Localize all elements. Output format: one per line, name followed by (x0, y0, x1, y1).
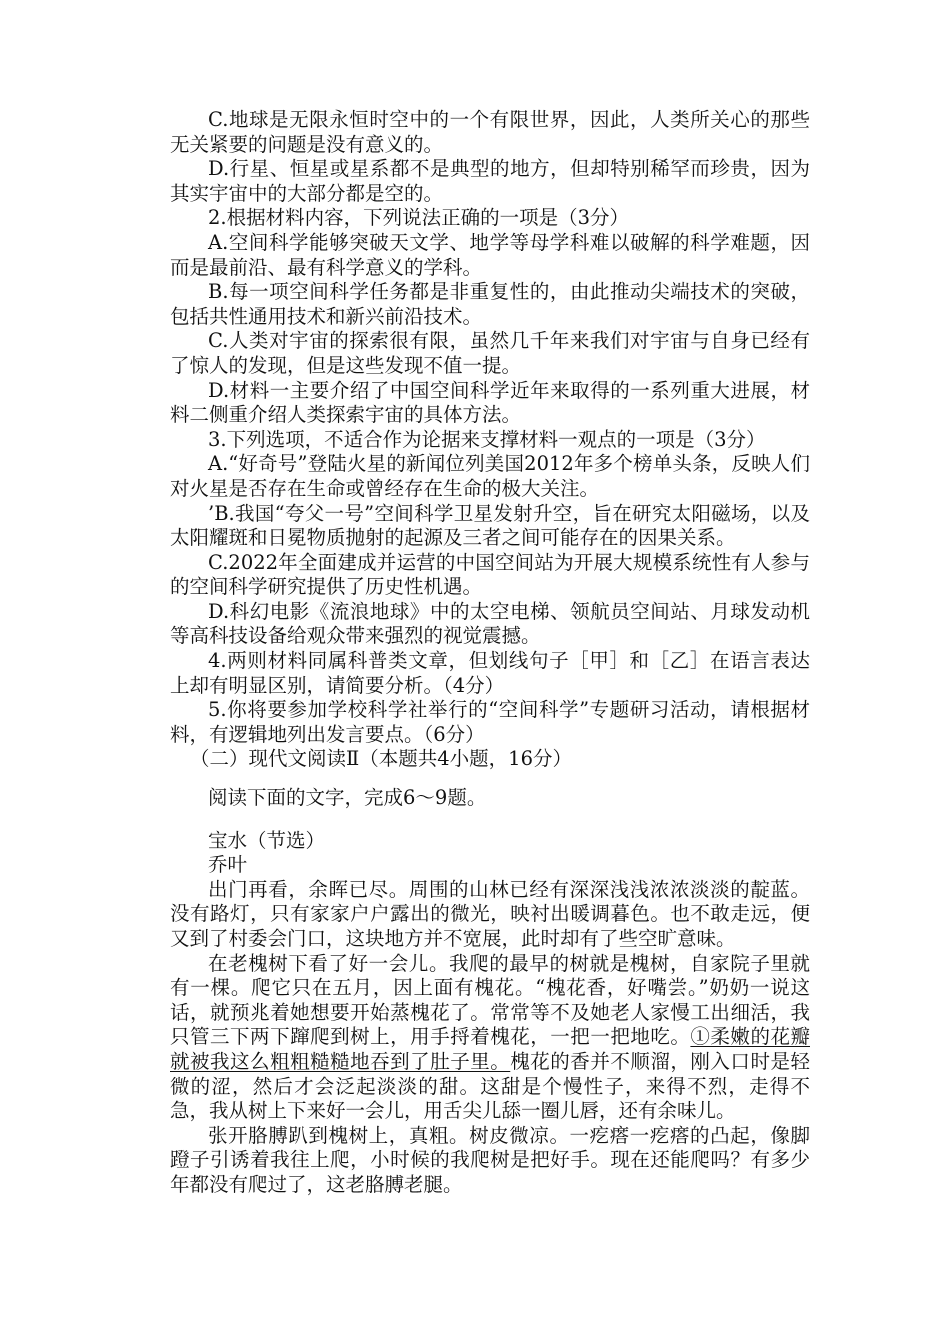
reading-instruction: 阅读下面的文字，完成6～9题。 (208, 786, 487, 810)
article-paragraph-3: 张开胳膊趴到槐树上，真粗。树皮微凉。一疙瘩一疙瘩的凸起，像脚蹬子引诱着我往上爬，小时候的我爬树是把好手。现在还能爬吗？有多少年都没有爬过了，这老胳膊老腿。 (170, 1123, 810, 1196)
q1-option-c: C.地球是无限永恒时空中的一个有限世界，因此，人类所关心的那些无关紧要的问题是没有意义的。 (170, 108, 810, 156)
article-author: 乔叶 (208, 853, 248, 877)
underlined-sentence-1: ①柔嫩的花瓣就被我这么粗粗糙糙地吞到了肚子里。 (170, 1025, 810, 1073)
q3-option-d: D.科幻电影《流浪地球》中的太空电梯、领航员空间站、月球发动机等高科技设备给观众带来强烈的视觉震撼。 (170, 599, 810, 648)
q4-question: 4.两则材料同属科普类文章，但划线句子［甲］和［乙］在语言表达上却有明显区别，请简要分析。（4分） (170, 649, 810, 697)
exam-page (170, 108, 810, 1198)
q3-stem: 3.下列选项，不适合作为论据来支撑材料一观点的一项是（3分） (208, 427, 766, 451)
q2-option-c: C.人类对宇宙的探索很有限，虽然几千年来我们对宇宙与自身已经有了惊人的发现，但是这些发现不值一提。 (170, 329, 810, 377)
article-paragraph-1: 出门再看，余晖已尽。周围的山林已经有深深浅浅浓浓淡淡的靛蓝。没有路灯，只有家家户户露出的微光，映衬出暖调暮色。也不敢走远，便又到了村委会门口，这块地方并不宽展，此时却有了些空旷意味。 (170, 877, 810, 950)
q5-question: 5.你将要参加学校科学社举行的“空间科学”专题研习活动，请根据材料，有逻辑地列出发言要点。（6分） (170, 698, 810, 746)
q2-stem: 2.根据材料内容，下列说法正确的一项是（3分） (208, 206, 630, 230)
q2-option-b: B.每一项空间科学任务都是非重复性的，由此推动尖端技术的突破，包括共性通用技术和新兴前沿技术。 (170, 280, 810, 328)
q2-option-a: A.空间科学能够突破天文学、地学等母学科难以破解的科学难题，因而是最前沿、最有科学意义的学科。 (170, 230, 810, 279)
q3-option-a: A.“好奇号”登陆火星的新闻位列美国2012年多个榜单头条，反映人们对火星是否存在生命或曾经存在生命的极大关注。 (170, 452, 810, 500)
paragraph-2-text-end: 槐花的香并不顺溜，刚入口时是轻微的涩，然后才会泛起淡淡的甜。这甜是个慢性子，来得不烈，走得不急，我从树上下来好一会儿，用舌尖儿舔一圈儿唇，还有余味儿。 (170, 1049, 810, 1123)
q3-option-b: ’B.我国“夸父一号”空间科学卫星发射升空，旨在研究太阳磁场，以及太阳耀斑和日冕物质抛射的起源及三者之间可能存在的因果关系。 (170, 501, 810, 550)
article-paragraph-2 (170, 952, 810, 1124)
section-heading: （二）现代文阅读Ⅱ（本题共4小题，16分） (190, 747, 572, 771)
q2-option-d: D.材料一主要介绍了中国空间科学近年来取得的一系列重大进展，材料二侧重介绍人类探索宇宙的具体方法。 (170, 378, 810, 427)
q1-option-d: D.行星、恒星或星系都不是典型的地方，但却特别稀罕而珍贵，因为其实宇宙中的大部分都是空的。 (170, 157, 810, 205)
paragraph-2-text-start: 在老槐树下看了好一会儿。我爬的最早的树就是槐树，自家院子里就有一棵。爬它只在五月，因上面有槐花。“槐花香，好嘴尝。”奶奶一说这话，就预兆着她想要开始蒸槐花了。常常等不及她老人家慢工出细活，我只管三下两下蹿爬到树上，用手捋着槐花，一把一把地吃。 (170, 951, 810, 1049)
article-title: 宝水（节选） (208, 828, 326, 852)
q3-option-c: C.2022年全面建成并运营的中国空间站为开展大规模系统性有人参与的空间科学研究提供了历史性机遇。 (170, 550, 810, 599)
